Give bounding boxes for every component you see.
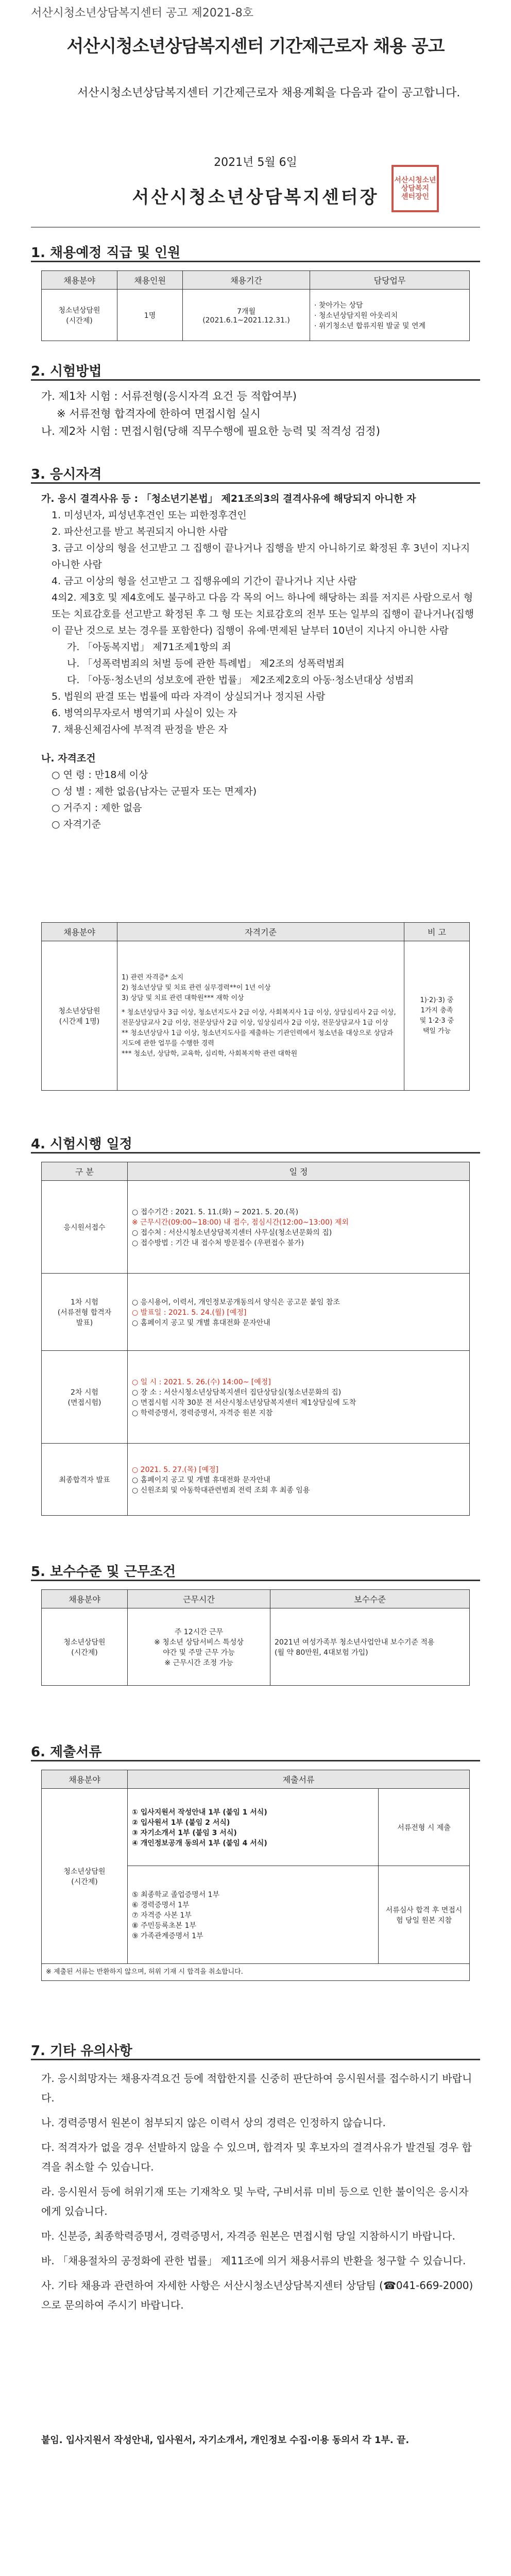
- exam-note: ※ 서류전형 합격자에 한하여 면접시험 실시: [57, 408, 261, 420]
- note-item: 나. 경력증명서 원본이 첨부되지 않은 이력서 상의 경력은 인정하지 않습니다.: [41, 2116, 386, 2129]
- doc-line: ② 입사원서 1부 (붙임 2 서식): [132, 1818, 230, 1827]
- cell-doc-note: 서류심사 합격 후 면접시험 당일 원본 지참: [379, 1866, 470, 1964]
- attachment-line: 붙임. 입사지원서 작성안내, 입사원서, 자기소개서, 개인정보 수집·이용 동의서 각 1부. 끝.: [41, 2435, 410, 2446]
- note-item: 사. 기타 채용과 관련하여 자세한 사항은 서산시청소년상담복지센터 상담팀 (☎041-669-2000)으로 문의하여 주시기 바랍니다.: [41, 2279, 473, 2311]
- qualification-table: [41, 922, 470, 1091]
- note-item: 가. 응시희망자는 채용자격요건 등에 적합한지를 신중히 판단하여 응시원서를 접수하시기 바랍니다.: [41, 2072, 472, 2104]
- col-header: 채용기간: [183, 271, 310, 290]
- exam-item: 가. 제1차 시험 : 서류전형(응시자격 요건 등 적합여부): [41, 390, 297, 402]
- note-item: 라. 응시원서 등에 허위기재 또는 기재착오 및 누락, 구비서류 미비 등으로 인한 불이익은 응시자에게 있습니다.: [41, 2185, 469, 2217]
- note-item: 다. 적격자가 없을 경우 선발하지 않을 수 있으며, 합격자 및 후보자의 결격사유가 발견될 경우 합격을 취소할 수 있습니다.: [41, 2141, 472, 2173]
- hours-line: 주 12시간 근무: [174, 1628, 224, 1636]
- notice-number: 서산시청소년상담복지센터 공고 제2021-8호: [31, 7, 253, 20]
- note-item: 바. 「채용절차의 공정화에 관한 법률」 제11조에 의거 채용서류의 반환을 청구할 수 있습니다.: [41, 2255, 466, 2267]
- cell-field: 청소년상담원 (시간제): [42, 1608, 128, 1686]
- eligibility-block: [41, 490, 479, 833]
- hours-line: ※ 근무시간 조정 가능: [164, 1658, 233, 1667]
- schedule-line: ○ 응시용어, 이력서, 개인정보공개동의서 양식은 공고문 붙임 참조: [132, 1298, 340, 1307]
- criteria-line: 2) 청소년상담 및 치료 관련 실무경력**이 1년 이상: [122, 984, 271, 992]
- intro-text: 서산시청소년상담복지센터 기간제근로자 채용계획을 다음과 같이 공고합니다.: [77, 87, 461, 99]
- eligibility-item: 4의2. 제3호 및 제4호에도 불구하고 다음 각 목의 어느 하나에 해당하는 죄를 저지른 사람으로서 형 또는 치료감호를 선고받고 확정된 후 그 형 또는 치료감호의 전부 또는 일부의 집행이 끝나거나(집행이 끝난 것으로 보는 경우를 포함한다) 집행이 유예·면제된 날부터 10년이 지나지 아니한 사람: [52, 592, 474, 636]
- doc-line: ⑥ 경력증명서 1부: [132, 1901, 190, 1909]
- cell-stage: 2차 시험 (면접시험): [42, 1351, 128, 1444]
- cell-count: 1명: [117, 290, 183, 341]
- col-header: 제출서류: [128, 1770, 470, 1789]
- col-header: 보수수준: [270, 1590, 470, 1608]
- pay-table: [41, 1589, 470, 1686]
- col-header: 채용분야: [42, 923, 117, 941]
- eligibility-item: 7. 채용신체검사에 부적격 판정을 받은 자: [52, 724, 228, 735]
- cell-schedule: [128, 1444, 470, 1516]
- schedule-line: ※ 근무시간(09:00~18:00) 내 접수, 점심시간(12:00~13:00) 제외: [132, 1218, 349, 1227]
- eligibility-item: 1. 미성년자, 피성년후견인 또는 피한정후견인: [52, 510, 247, 521]
- qualification-item: ○ 성 별 : 제한 없음(남자는 군필자 또는 면제자): [52, 786, 257, 797]
- notes-list: [41, 2069, 474, 2320]
- qualification-item: ○ 자격기준: [52, 819, 101, 830]
- documents-footnote: ※ 제출된 서류는 반환하지 않으며, 허위 기재 시 합격을 취소합니다.: [42, 1964, 470, 1981]
- schedule-line: ○ 홈페이지 공고 및 개별 휴대전화 문자안내: [132, 1476, 270, 1484]
- doc-line: ④ 개인정보공개 동의서 1부 (붙임 4 서식): [132, 1839, 267, 1848]
- official-seal: 서산시청소년 상담복지 센터장인: [391, 165, 439, 212]
- exam-list: [41, 387, 474, 440]
- cell-criteria: [117, 941, 404, 1091]
- organization-name: 서산시청소년상담복지센터장: [132, 187, 379, 208]
- col-header: 자격기준: [117, 923, 404, 941]
- col-header: 담당업무: [310, 271, 470, 290]
- col-header: 채용분야: [42, 1770, 128, 1789]
- cell-doc-note: 서류전형 시 제출: [379, 1789, 470, 1866]
- schedule-line: ○ 일 시 : 2021. 5. 26.(수) 14:00~ [예정]: [132, 1378, 271, 1386]
- schedule-line: ○ 접수방법 : 기간 내 접수처 방문접수 (우편접수 불가): [132, 1239, 304, 1247]
- cell-field: 청소년상담원 (시간제 1명): [42, 941, 117, 1091]
- cell-stage: 응시원서접수: [42, 1181, 128, 1274]
- cell-duties: [310, 290, 470, 341]
- cell-docs: [128, 1789, 379, 1866]
- criteria-note: *** 청소년, 상담학, 교육학, 심리학, 사회복지학 관련 대학원: [122, 1049, 298, 1058]
- section4-heading: 4. 시험시행 일정: [31, 1133, 132, 1153]
- doc-line: ⑧ 주민등록초본 1부: [132, 1921, 197, 1930]
- note-item: 마. 신분증, 최종학력증명서, 경력증명서, 자격증 원본은 면접시험 당일 지참하시기 바랍니다.: [41, 2230, 455, 2242]
- schedule-line: ○ 접수기간 : 2021. 5. 11.(화) ~ 2021. 5. 20.(목): [132, 1208, 299, 1216]
- criteria-line: 3) 상담 및 치료 관련 대학원*** 재학 이상: [122, 994, 244, 1002]
- col-header: 근무시간: [128, 1590, 270, 1608]
- cell-field: 청소년상담원 (시간제): [42, 1789, 128, 1964]
- duty-line: · 위기청소년 합류지원 발굴 및 연계: [314, 321, 426, 330]
- page-title: 서산시청소년상담복지센터 기간제근로자 채용 공고: [66, 36, 445, 57]
- section7-heading: 7. 기타 유의사항: [31, 2040, 132, 2059]
- cell-remark: 1)·2)·3) 중 1가지 충족 및 1·2·3 중 택일 가능: [404, 941, 470, 1091]
- eligibility-title: 가. 응시 결격사유 등 : 「청소년기본법」 제21조의3의 결격사유에 해당되지 아니한 자: [41, 493, 416, 504]
- qualification-item: ○ 거주지 : 제한 없음: [52, 802, 142, 814]
- cell-period: 7개월 (2021.6.1~2021.12.31.): [183, 290, 310, 341]
- schedule-line: ○ 면접시험 시작 30분 전 서산시청소년상담복지센터 제1상담실에 도착: [132, 1398, 356, 1407]
- section6-heading: 6. 제출서류: [31, 1741, 101, 1760]
- eligibility-item: 4. 금고 이상의 형을 선고받고 그 집행유예의 기간이 끝나거나 지난 사람: [52, 575, 357, 587]
- col-header: 비 고: [404, 923, 470, 941]
- section1-heading: 1. 채용예정 직급 및 인원: [31, 242, 180, 261]
- eligibility-item: 5. 법원의 판결 또는 법률에 따라 자격이 상실되거나 정지된 사람: [52, 691, 326, 702]
- schedule-line: ○ 신원조회 및 아동학대관련범죄 전력 조회 후 최종 임용: [132, 1486, 310, 1495]
- col-header: 채용분야: [42, 1590, 128, 1608]
- hours-line: 야간 및 주말 근무 가능: [163, 1648, 235, 1657]
- section3-heading: 3. 응시자격: [31, 464, 101, 483]
- hours-line: ※ 청소년 상담서비스 특성상: [154, 1638, 244, 1647]
- schedule-line: ○ 학력증명서, 경력증명서, 자격증 원본 지참: [132, 1409, 273, 1417]
- col-header: 채용분야: [42, 271, 117, 290]
- cell-docs: [128, 1866, 379, 1964]
- section2-heading: 2. 시험방법: [31, 361, 101, 380]
- schedule-line: ○ 홈페이지 공고 및 개별 휴대전화 문자안내: [132, 1318, 270, 1327]
- qualification-item: ○ 연 령 : 만18세 이상: [52, 769, 148, 781]
- cell-schedule: [128, 1274, 470, 1351]
- cell-schedule: [128, 1181, 470, 1274]
- eligibility-subitem: 나. 「성폭력범죄의 처벌 등에 관한 특례법」 제2조의 성폭력범죄: [67, 658, 345, 669]
- eligibility-item: 6. 병역의무자로서 병역기피 사실이 있는 자: [52, 707, 237, 719]
- documents-table: [41, 1770, 470, 1981]
- schedule-table: [41, 1162, 470, 1516]
- eligibility-subitem: 가. 「아동복지법」 제71조제1항의 죄: [67, 641, 231, 653]
- criteria-note: * 청소년상담사 3급 이상, 청소년지도사 2급 이상, 사회복지사 1급 이상, 상담심리사 2급 이상, 전문상담교사 2급 이상, 전문상담사 2급 이상, 임상심리사 2급 이상, 전문상담교사 1급 이상: [122, 1008, 396, 1027]
- criteria-note: ** 청소년상담사 1급 이상, 청소년지도사를 제출하는 기관인력에서 청소년을 대상으로 상담과 지도에 관한 업무를 수행한 경력: [122, 1029, 394, 1047]
- eligibility-item: 2. 파산선고를 받고 복권되지 아니한 사람: [52, 526, 228, 537]
- schedule-line: ○ 2021. 5. 27.(목) [예정]: [132, 1465, 219, 1474]
- doc-line: ① 입사지원서 작성안내 1부 (붙임 1 서식): [132, 1808, 267, 1817]
- col-header: 구 분: [42, 1162, 128, 1181]
- schedule-line: ○ 접수처 : 서산시청소년상담복지센터 사무실(청소년문화의 집): [132, 1228, 332, 1237]
- cell-stage: 최종합격자 발표: [42, 1444, 128, 1516]
- cell-field: 청소년상담원 (시간제): [42, 290, 117, 341]
- doc-line: ⑤ 최종학교 졸업증명서 1부: [132, 1890, 220, 1899]
- eligibility-subitem: 다. 「아동·청소년의 성보호에 관한 법률」 제2조제2호의 아동·청소년대상 성범죄: [67, 674, 414, 686]
- duty-line: · 청소년상담지원 아웃리치: [314, 311, 398, 320]
- position-table: [41, 270, 470, 341]
- section5-heading: 5. 보수수준 및 근무조건: [31, 1561, 176, 1580]
- cell-schedule: [128, 1351, 470, 1444]
- schedule-line: ○ 발표일 : 2021. 5. 24.(월) [예정]: [132, 1308, 247, 1317]
- divider: [31, 227, 480, 228]
- eligibility-item: 3. 금고 이상의 형을 선고받고 그 집행이 끝나거나 집행을 받지 아니하기로 확정된 후 3년이 지나지 아니한 사람: [52, 543, 470, 570]
- col-header: 일 정: [128, 1162, 470, 1181]
- doc-line: ③ 자기소개서 1부 (붙임 3 서식): [132, 1828, 237, 1837]
- notice-date: 2021년 5월 6일: [214, 156, 297, 169]
- doc-line: ⑦ 자격증 사본 1부: [132, 1911, 192, 1920]
- duty-line: · 찾아가는 상담: [314, 301, 363, 310]
- cell-pay: 2021년 여성가족부 청소년사업안내 보수기준 적용 (월 약 80만원, 4대보험 가입): [270, 1608, 470, 1686]
- cell-stage: 1차 시험 (서류전형 합격자 발표): [42, 1274, 128, 1351]
- criteria-line: 1) 관련 자격증* 소지: [122, 973, 184, 981]
- col-header: 채용인원: [117, 271, 183, 290]
- cell-hours: [128, 1608, 270, 1686]
- exam-item: 나. 제2차 시험 : 면접시험(당해 직무수행에 필요한 능력 및 적격성 검정): [41, 425, 380, 437]
- qualification-title: 나. 자격조건: [41, 753, 96, 764]
- schedule-line: ○ 장 소 : 서산시청소년상담복지센터 집단상담실(청소년문화의 집): [132, 1388, 342, 1397]
- doc-line: ⑨ 가족관계증명서 1부: [132, 1931, 203, 1940]
